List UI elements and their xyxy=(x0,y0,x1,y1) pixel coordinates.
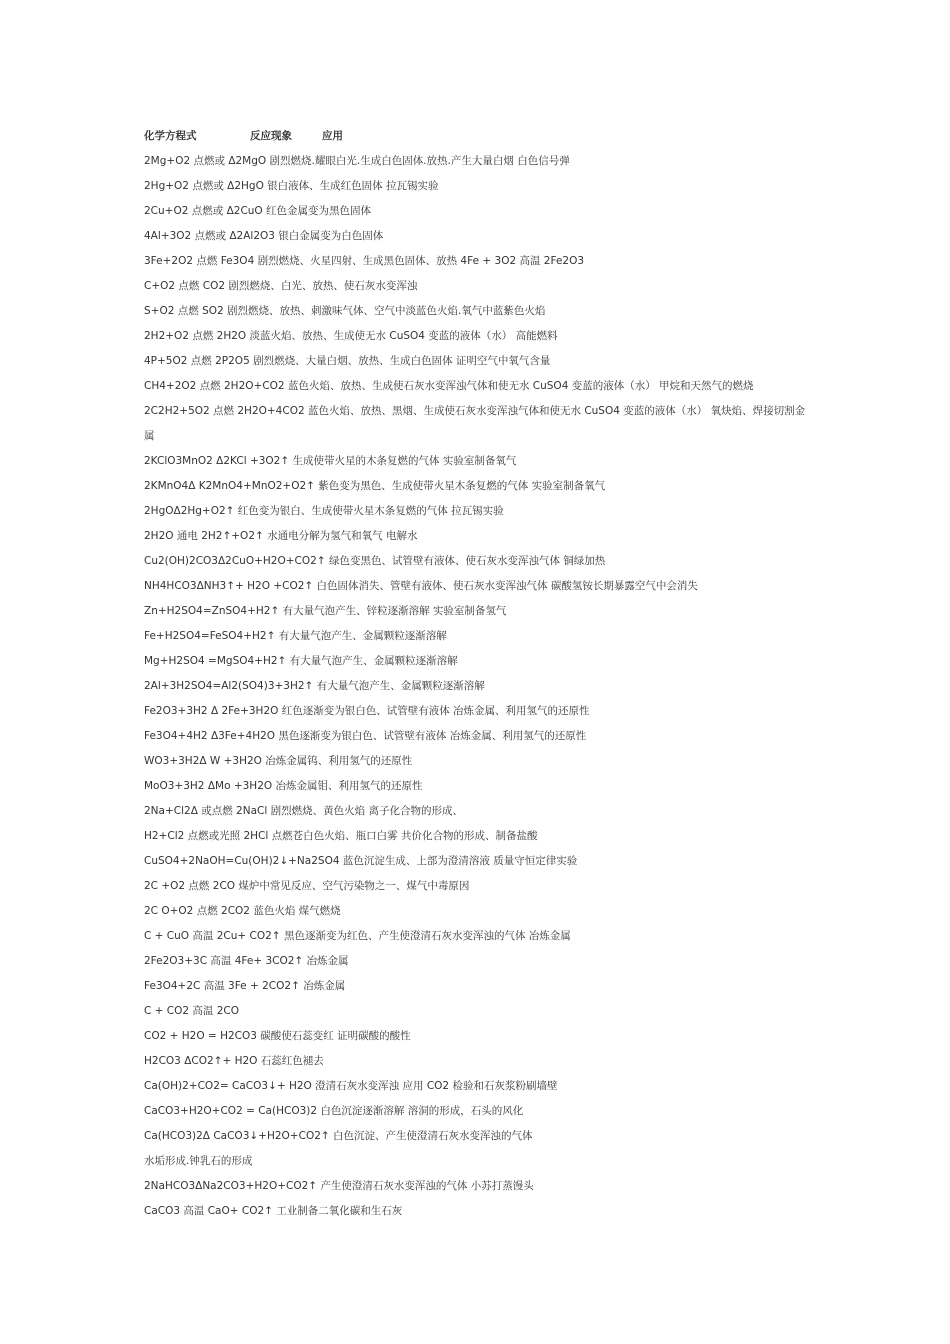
equation-line: 2KMnO4Δ K2MnO4+MnO2+O2↑ 紫色变为黑色、生成使带火星木条复燃的气体 实验室制备氧气 xyxy=(144,480,606,492)
equation-line: S+O2 点燃 SO2 剧烈燃烧、放热、刺激味气体、空气中淡蓝色火焰.氧气中蓝紫色火焰 xyxy=(144,305,546,317)
equation-line: CH4+2O2 点燃 2H2O+CO2 蓝色火焰、放热、生成使石灰水变浑浊气体和使无水 CuSO4 变蓝的液体（水） 甲烷和天然气的燃烧 xyxy=(144,380,754,392)
equation-line: Fe2O3+3H2 Δ 2Fe+3H2O 红色逐渐变为银白色、试管壁有液体 冶炼金属、利用氢气的还原性 xyxy=(144,705,590,717)
equation-line: 2C2H2+5O2 点燃 2H2O+4CO2 蓝色火焰、放热、黑烟、生成使石灰水变浑浊气体和使无水 CuSO4 变蓝的液体（水） 氧炔焰、焊接切割金属 xyxy=(144,405,806,442)
equation-line: Fe3O4+2C 高温 3Fe + 2CO2↑ 冶炼金属 xyxy=(144,980,346,992)
equation-line: 2HgOΔ2Hg+O2↑ 红色变为银白、生成使带火星木条复燃的气体 拉瓦锡实验 xyxy=(144,505,504,517)
equation-line: Ca(HCO3)2Δ CaCO3↓+H2O+CO2↑ 白色沉淀、产生使澄清石灰水变浑浊的气体 xyxy=(144,1130,533,1142)
equation-line: 2C +O2 点燃 2CO 煤炉中常见反应、空气污染物之一、煤气中毒原因 xyxy=(144,880,470,892)
equation-line: Fe+H2SO4=FeSO4+H2↑ 有大量气泡产生、金属颗粒逐渐溶解 xyxy=(144,630,447,642)
column-header-row xyxy=(144,124,814,149)
equation-line: C+O2 点燃 CO2 剧烈燃烧、白光、放热、使石灰水变浑浊 xyxy=(144,280,418,292)
equation-line: 2C O+O2 点燃 2CO2 蓝色火焰 煤气燃烧 xyxy=(144,905,341,917)
equation-line: Ca(OH)2+CO2= CaCO3↓+ H2O 澄清石灰水变浑浊 应用 CO2 检验和石灰浆粉刷墙壁 xyxy=(144,1080,558,1092)
equation-line: C + CO2 高温 2CO xyxy=(144,1005,240,1017)
equation-line: 2Hg+O2 点燃或 Δ2HgO 银白液体、生成红色固体 拉瓦锡实验 xyxy=(144,180,439,192)
equation-line: 2NaHCO3ΔNa2CO3+H2O+CO2↑ 产生使澄清石灰水变浑浊的气体 小苏打蒸馒头 xyxy=(144,1180,534,1192)
equation-line: CaCO3+H2O+CO2 = Ca(HCO3)2 白色沉淀逐渐溶解 溶洞的形成，石头的风化 xyxy=(144,1105,524,1117)
equation-line: 2Mg+O2 点燃或 Δ2MgO 剧烈燃烧.耀眼白光.生成白色固体.放热.产生大量白烟 白色信号弹 xyxy=(144,155,570,167)
equation-line: CO2 + H2O = H2CO3 碳酸使石蕊变红 证明碳酸的酸性 xyxy=(144,1030,411,1042)
equation-line: NH4HCO3ΔNH3↑+ H2O +CO2↑ 白色固体消失、管壁有液体、使石灰水变浑浊气体 碳酸氢铵长期暴露空气中会消失 xyxy=(144,580,698,592)
equation-line: Mg+H2SO4 =MgSO4+H2↑ 有大量气泡产生、金属颗粒逐渐溶解 xyxy=(144,655,458,667)
equation-line: 2Al+3H2SO4=Al2(SO4)3+3H2↑ 有大量气泡产生、金属颗粒逐渐溶解 xyxy=(144,680,485,692)
equation-line: H2+Cl2 点燃或光照 2HCl 点燃苍白色火焰、瓶口白雾 共价化合物的形成、制备盐酸 xyxy=(144,830,538,842)
equation-line: Cu2(OH)2CO3Δ2CuO+H2O+CO2↑ 绿色变黑色、试管壁有液体、使石灰水变浑浊气体 铜绿加热 xyxy=(144,555,606,567)
equation-line: 2H2O 通电 2H2↑+O2↑ 水通电分解为氢气和氧气 电解水 xyxy=(144,530,418,542)
equation-line: Zn+H2SO4=ZnSO4+H2↑ 有大量气泡产生、锌粒逐渐溶解 实验室制备氢气 xyxy=(144,605,507,617)
equation-line: 3Fe+2O2 点燃 Fe3O4 剧烈燃烧、火星四射、生成黑色固体、放热 4Fe + 3O2 高温 2Fe2O3 xyxy=(144,255,585,267)
equation-line: 水垢形成.钟乳石的形成 xyxy=(144,1155,253,1167)
equation-line: C + CuO 高温 2Cu+ CO2↑ 黑色逐渐变为红色、产生使澄清石灰水变浑浊的气体 冶炼金属 xyxy=(144,930,571,942)
equation-line: 4Al+3O2 点燃或 Δ2Al2O3 银白金属变为白色固体 xyxy=(144,230,384,242)
equation-line: 2Cu+O2 点燃或 Δ2CuO 红色金属变为黑色固体 xyxy=(144,205,372,217)
equation-line: CaCO3 高温 CaO+ CO2↑ 工业制备二氧化碳和生石灰 xyxy=(144,1205,403,1217)
equation-line: 2KClO3MnO2 Δ2KCl +3O2↑ 生成使带火星的木条复燃的气体 实验室制备氧气 xyxy=(144,455,517,467)
equation-line: H2CO3 ΔCO2↑+ H2O 石蕊红色褪去 xyxy=(144,1055,324,1067)
equation-line: 2Na+Cl2Δ 或点燃 2NaCl 剧烈燃烧、黄色火焰 离子化合物的形成、 xyxy=(144,805,463,817)
equation-list xyxy=(144,149,814,1224)
header-phenomenon: 反应现象 xyxy=(250,130,292,142)
document-content xyxy=(144,124,814,1224)
header-application: 应用 xyxy=(322,130,343,142)
equation-line: 2Fe2O3+3C 高温 4Fe+ 3CO2↑ 冶炼金属 xyxy=(144,955,349,967)
equation-line: WO3+3H2Δ W +3H2O 冶炼金属钨、利用氢气的还原性 xyxy=(144,755,413,767)
equation-line: MoO3+3H2 ΔMo +3H2O 冶炼金属钼、利用氢气的还原性 xyxy=(144,780,423,792)
equation-line: 2H2+O2 点燃 2H2O 淡蓝火焰、放热、生成使无水 CuSO4 变蓝的液体（水） 高能燃料 xyxy=(144,330,558,342)
equation-line: 4P+5O2 点燃 2P2O5 剧烈燃烧、大量白烟、放热、生成白色固体 证明空气中氧气含量 xyxy=(144,355,551,367)
header-equation: 化学方程式 xyxy=(144,130,197,142)
equation-line: Fe3O4+4H2 Δ3Fe+4H2O 黑色逐渐变为银白色、试管壁有液体 冶炼金属、利用氢气的还原性 xyxy=(144,730,587,742)
equation-line: CuSO4+2NaOH=Cu(OH)2↓+Na2SO4 蓝色沉淀生成、上部为澄清溶液 质量守恒定律实验 xyxy=(144,855,578,867)
